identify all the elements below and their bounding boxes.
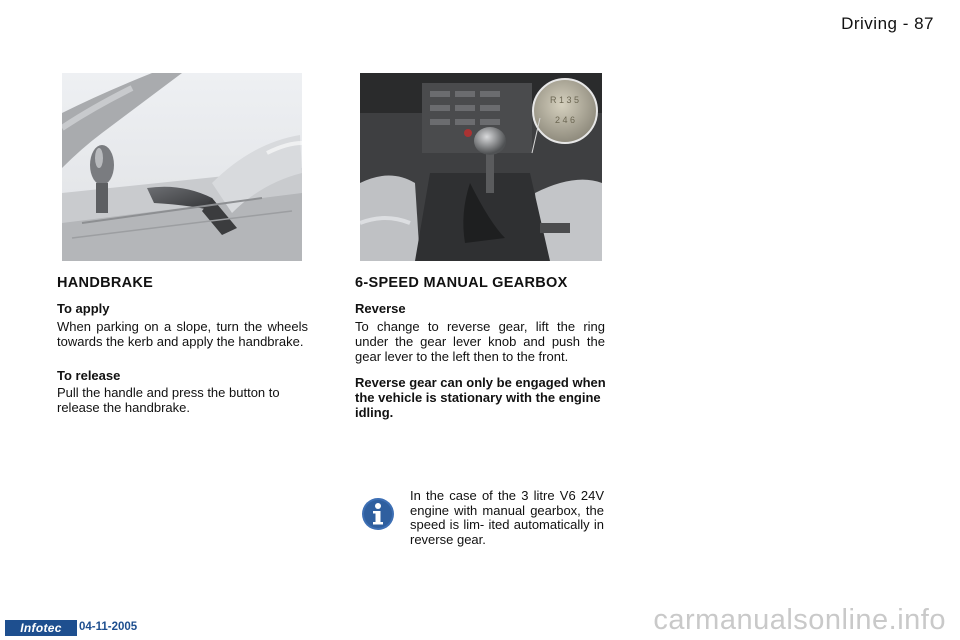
handbrake-heading: HANDBRAKE	[57, 275, 154, 291]
apply-text: When parking on a slope, turn the wheels towards the kerb and apply the handbrake.	[57, 319, 308, 349]
svg-text:R 1 3 5: R 1 3 5	[550, 95, 580, 105]
watermark: carmanualsonline.info	[653, 604, 946, 636]
info-note-text: In the case of the 3 litre V6 24V engine with manual gearbox, the speed is lim- ited automatically in reverse gear.	[410, 488, 604, 547]
info-icon	[361, 497, 395, 531]
infotec-badge: Infotec	[5, 620, 77, 636]
footer-date: 04-11-2005	[79, 621, 138, 633]
svg-text:2 4 6: 2 4 6	[555, 115, 576, 125]
reverse-warning: Reverse gear can only be engaged when the vehicle is stationary with the engine idling.	[355, 375, 606, 420]
handbrake-photo	[62, 73, 302, 261]
reverse-subheading: Reverse	[355, 301, 406, 316]
gearbox-photo	[360, 73, 602, 261]
gearbox-heading: 6-SPEED MANUAL GEARBOX	[355, 275, 568, 291]
page-header: Driving - 87	[841, 14, 934, 33]
release-text: Pull the handle and press the button to release the handbrake.	[57, 385, 280, 415]
release-subheading: To release	[57, 368, 121, 383]
apply-subheading: To apply	[57, 301, 110, 316]
reverse-text: To change to reverse gear, lift the ring under the gear lever knob and push the gear lever to the left then to the front.	[355, 319, 605, 364]
